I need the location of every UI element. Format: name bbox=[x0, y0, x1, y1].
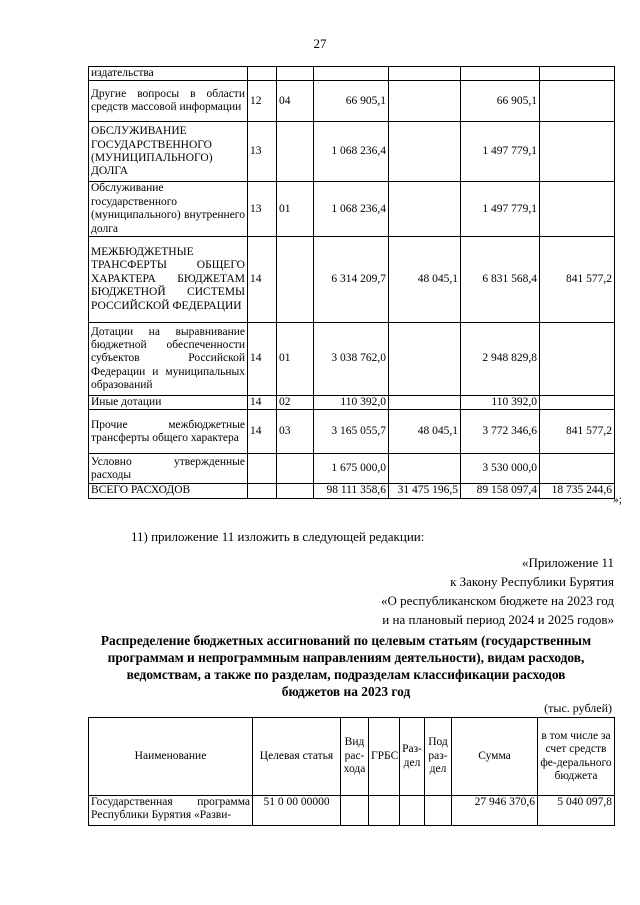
cell-pr bbox=[277, 484, 314, 498]
table-row bbox=[89, 410, 615, 454]
cell-v4: 841 577,2 bbox=[540, 410, 615, 454]
cell-name: Дотации на выравнивание бюджетной обеспеченности субъектов Российской Федерации и муниципальных образований bbox=[89, 323, 248, 396]
cell-v4: 18 735 244,6 bbox=[540, 484, 615, 498]
cell-rz: 13 bbox=[248, 122, 277, 182]
row-podrazdel bbox=[425, 796, 452, 826]
cell-v4 bbox=[540, 81, 615, 122]
cell-rz: 12 bbox=[248, 81, 277, 122]
row-target: 51 0 00 00000 bbox=[253, 796, 341, 826]
header-vid: Вид рас-хода bbox=[341, 718, 369, 796]
cell-v3 bbox=[461, 67, 540, 81]
table-row bbox=[89, 67, 615, 81]
row-name: Государственная программа Республики Бурятия «Разви- bbox=[89, 796, 253, 826]
cell-v2 bbox=[389, 81, 461, 122]
cell-rz: 14 bbox=[248, 396, 277, 410]
cell-v4: 841 577,2 bbox=[540, 237, 615, 323]
cell-name: Иные дотации bbox=[89, 396, 248, 410]
cell-v2: 48 045,1 bbox=[389, 410, 461, 454]
cell-v2: 31 475 196,5 bbox=[389, 484, 461, 498]
cell-pr: 03 bbox=[277, 410, 314, 454]
row-sum: 27 946 370,6 bbox=[452, 796, 538, 826]
cell-v3: 110 392,0 bbox=[461, 396, 540, 410]
cell-name: МЕЖБЮДЖЕТНЫЕ ТРАНСФЕРТЫ ОБЩЕГО ХАРАКТЕРА БЮДЖЕТАМ БЮДЖЕТНОЙ СИСТЕМЫ РОССИЙСКОЙ ФЕДЕРАЦИИ bbox=[89, 237, 248, 323]
cell-v4 bbox=[540, 454, 615, 484]
cell-v4 bbox=[540, 182, 615, 237]
allocation-table bbox=[88, 717, 615, 826]
cell-pr: 01 bbox=[277, 323, 314, 396]
cell-pr bbox=[277, 122, 314, 182]
cell-v3: 89 158 097,4 bbox=[461, 484, 540, 498]
cell-v1: 1 675 000,0 bbox=[314, 454, 389, 484]
appendix-line-3: «О республиканском бюджете на 2023 год bbox=[380, 593, 614, 608]
cell-rz bbox=[248, 484, 277, 498]
cell-v2 bbox=[389, 182, 461, 237]
row-vid bbox=[341, 796, 369, 826]
cell-v1: 3 165 055,7 bbox=[314, 410, 389, 454]
cell-v3: 3 772 346,6 bbox=[461, 410, 540, 454]
cell-name: Условно утвержденные расходы bbox=[89, 454, 248, 484]
cell-v3: 6 831 568,4 bbox=[461, 237, 540, 323]
table-header-row bbox=[89, 718, 615, 796]
table-row bbox=[89, 323, 615, 396]
cell-rz: 13 bbox=[248, 182, 277, 237]
cell-rz bbox=[248, 454, 277, 484]
cell-rz: 14 bbox=[248, 323, 277, 396]
header-sum: Сумма bbox=[452, 718, 538, 796]
cell-name: Обслуживание государственного (муниципального) внутреннего долга bbox=[89, 182, 248, 237]
table-row bbox=[89, 454, 615, 484]
cell-v1 bbox=[314, 67, 389, 81]
row-federal: 5 040 097,8 bbox=[538, 796, 615, 826]
cell-v1: 3 038 762,0 bbox=[314, 323, 389, 396]
cell-v2 bbox=[389, 67, 461, 81]
table-row bbox=[89, 182, 615, 237]
cell-v1: 1 068 236,4 bbox=[314, 122, 389, 182]
document-title: Распределение бюджетных ассигнований по целевым статьям (государственным программам и непрограммным направлениям деятельности), видам расходов, ведомствам, а также по разделам, подразделам классификации расходов бюджетов на 2023 год bbox=[100, 633, 592, 699]
expenses-table bbox=[88, 66, 615, 499]
header-razdel: Раз-дел bbox=[400, 718, 425, 796]
row-grbs bbox=[369, 796, 400, 826]
table-row bbox=[89, 396, 615, 410]
appendix-line-1: «Приложение 11 bbox=[521, 555, 614, 570]
cell-rz: 14 bbox=[248, 237, 277, 323]
cell-v3: 3 530 000,0 bbox=[461, 454, 540, 484]
cell-v2 bbox=[389, 122, 461, 182]
cell-v1: 110 392,0 bbox=[314, 396, 389, 410]
cell-name: Другие вопросы в области средств массовой информации bbox=[89, 81, 248, 122]
cell-v1: 6 314 209,7 bbox=[314, 237, 389, 323]
cell-v1: 66 905,1 bbox=[314, 81, 389, 122]
cell-pr bbox=[277, 67, 314, 81]
cell-name: издательства bbox=[89, 67, 248, 81]
units-label: (тыс. рублей) bbox=[544, 701, 612, 715]
cell-rz: 14 bbox=[248, 410, 277, 454]
cell-v4 bbox=[540, 323, 615, 396]
table-row bbox=[89, 237, 615, 323]
page-number: 27 bbox=[313, 36, 327, 51]
appendix-line-4: и на плановый период 2024 и 2025 годов» bbox=[382, 612, 614, 627]
cell-v4 bbox=[540, 122, 615, 182]
cell-v3: 1 497 779,1 bbox=[461, 182, 540, 237]
header-podrazdel: Под раз-дел bbox=[425, 718, 452, 796]
cell-pr bbox=[277, 454, 314, 484]
header-name: Наименование bbox=[89, 718, 253, 796]
table-row bbox=[89, 81, 615, 122]
cell-v4 bbox=[540, 396, 615, 410]
row-razdel bbox=[400, 796, 425, 826]
cell-name: Прочие межбюджетные трансферты общего характера bbox=[89, 410, 248, 454]
appendix-header bbox=[381, 553, 614, 629]
table-closing-quote: »; bbox=[613, 494, 622, 506]
cell-v2 bbox=[389, 323, 461, 396]
cell-pr: 01 bbox=[277, 182, 314, 237]
cell-v2 bbox=[389, 396, 461, 410]
cell-pr: 04 bbox=[277, 81, 314, 122]
cell-name: ОБСЛУЖИВАНИЕ ГОСУДАРСТВЕННОГО (МУНИЦИПАЛЬНОГО) ДОЛГА bbox=[89, 122, 248, 182]
appendix-line-2: к Закону Республики Бурятия bbox=[450, 574, 614, 589]
header-grbs: ГРБС bbox=[369, 718, 400, 796]
cell-v2: 48 045,1 bbox=[389, 237, 461, 323]
cell-v4 bbox=[540, 67, 615, 81]
item-11-text: 11) приложение 11 изложить в следующей редакции: bbox=[131, 529, 425, 544]
header-target: Целевая статья bbox=[253, 718, 341, 796]
cell-v2 bbox=[389, 454, 461, 484]
cell-v3: 1 497 779,1 bbox=[461, 122, 540, 182]
cell-pr: 02 bbox=[277, 396, 314, 410]
table-row bbox=[89, 484, 615, 498]
cell-v3: 66 905,1 bbox=[461, 81, 540, 122]
table-row bbox=[89, 796, 615, 826]
cell-pr bbox=[277, 237, 314, 323]
cell-name: ВСЕГО РАСХОДОВ bbox=[89, 484, 248, 498]
cell-v1: 98 111 358,6 bbox=[314, 484, 389, 498]
cell-rz bbox=[248, 67, 277, 81]
cell-v1: 1 068 236,4 bbox=[314, 182, 389, 237]
cell-v3: 2 948 829,8 bbox=[461, 323, 540, 396]
header-federal: в том числе за счет средств фе-дерального бюджета bbox=[538, 718, 615, 796]
table-row bbox=[89, 122, 615, 182]
